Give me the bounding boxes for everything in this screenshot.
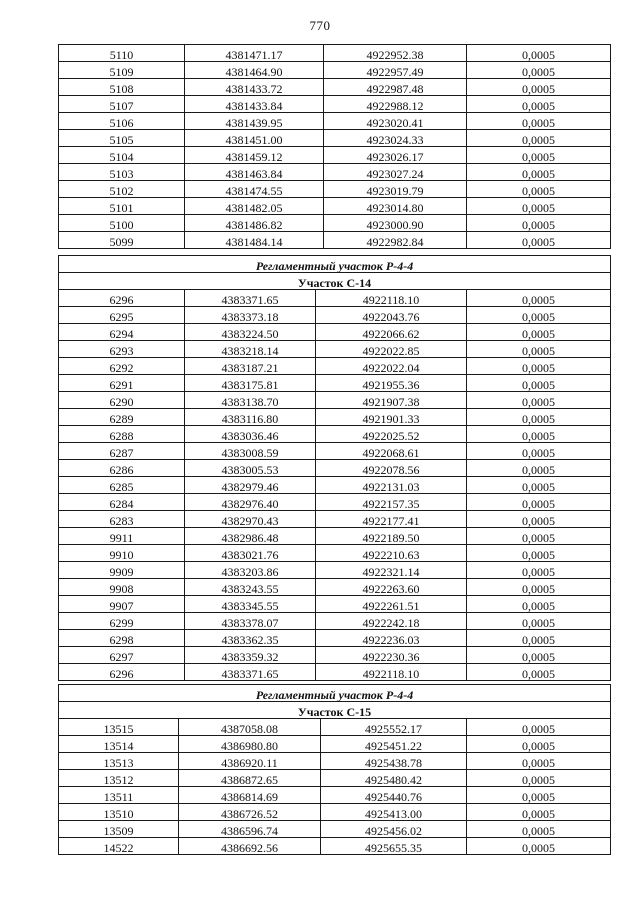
y-coordinate-cell: 4922957.49 <box>324 62 467 79</box>
point-number-cell: 6284 <box>59 494 185 511</box>
y-coordinate-cell: 4922263.60 <box>316 579 467 596</box>
plot-title: Участок С-15 <box>59 702 611 719</box>
y-coordinate-cell: 4923027.24 <box>324 164 467 181</box>
x-coordinate-cell: 4382979.46 <box>185 477 316 494</box>
point-number-cell: 6298 <box>59 630 185 647</box>
y-coordinate-cell: 4925480.42 <box>321 770 467 787</box>
table-row <box>59 409 611 426</box>
point-number-cell: 5104 <box>59 147 185 164</box>
table-row <box>59 494 611 511</box>
table-row <box>59 181 611 198</box>
table-row <box>59 630 611 647</box>
table-row <box>59 804 611 821</box>
y-coordinate-cell: 4922987.48 <box>324 79 467 96</box>
x-coordinate-cell: 4383138.70 <box>185 392 316 409</box>
x-coordinate-cell: 4381482.05 <box>185 198 324 215</box>
x-coordinate-cell: 4383175.81 <box>185 375 316 392</box>
y-coordinate-cell: 4922261.51 <box>316 596 467 613</box>
point-number-cell: 6283 <box>59 511 185 528</box>
x-coordinate-cell: 4382976.40 <box>185 494 316 511</box>
table-row <box>59 147 611 164</box>
coordinates-table-2 <box>58 255 611 681</box>
point-number-cell: 6296 <box>59 290 185 307</box>
x-coordinate-cell: 4383224.50 <box>185 324 316 341</box>
error-cell: 0,0005 <box>467 613 611 630</box>
point-number-cell: 13513 <box>59 753 179 770</box>
point-number-cell: 9909 <box>59 562 185 579</box>
y-coordinate-cell: 4922118.10 <box>316 664 467 681</box>
error-cell: 0,0005 <box>467 147 611 164</box>
y-coordinate-cell: 4922025.52 <box>316 426 467 443</box>
y-coordinate-cell: 4925440.76 <box>321 787 467 804</box>
error-cell: 0,0005 <box>467 426 611 443</box>
y-coordinate-cell: 4922043.76 <box>316 307 467 324</box>
y-coordinate-cell: 4922118.10 <box>316 290 467 307</box>
y-coordinate-cell: 4922982.84 <box>324 232 467 249</box>
x-coordinate-cell: 4382970.43 <box>185 511 316 528</box>
table-row <box>59 770 611 787</box>
table-row <box>59 96 611 113</box>
x-coordinate-cell: 4386726.52 <box>179 804 321 821</box>
point-number-cell: 13509 <box>59 821 179 838</box>
x-coordinate-cell: 4386980.80 <box>179 736 321 753</box>
point-number-cell: 6290 <box>59 392 185 409</box>
coordinates-table-3 <box>58 684 611 855</box>
y-coordinate-cell: 4922210.63 <box>316 545 467 562</box>
y-coordinate-cell: 4922952.38 <box>324 45 467 62</box>
table-row <box>59 392 611 409</box>
point-number-cell: 5099 <box>59 232 185 249</box>
table-row <box>59 460 611 477</box>
x-coordinate-cell: 4387058.08 <box>179 719 321 736</box>
coordinates-table-1 <box>58 44 611 249</box>
point-number-cell: 9910 <box>59 545 185 562</box>
section-title: Регламентный участок Р-4-4 <box>59 256 611 273</box>
y-coordinate-cell: 4925552.17 <box>321 719 467 736</box>
point-number-cell: 5107 <box>59 96 185 113</box>
point-number-cell: 5103 <box>59 164 185 181</box>
point-number-cell: 5101 <box>59 198 185 215</box>
table-row <box>59 596 611 613</box>
table-row <box>59 341 611 358</box>
table-row <box>59 613 611 630</box>
point-number-cell: 5108 <box>59 79 185 96</box>
x-coordinate-cell: 4383008.59 <box>185 443 316 460</box>
error-cell: 0,0005 <box>467 460 611 477</box>
table-body-3 <box>59 719 611 855</box>
table-row <box>59 821 611 838</box>
error-cell: 0,0005 <box>467 341 611 358</box>
table-row <box>59 426 611 443</box>
point-number-cell: 6289 <box>59 409 185 426</box>
table-row <box>59 753 611 770</box>
y-coordinate-cell: 4923000.90 <box>324 215 467 232</box>
y-coordinate-cell: 4921901.33 <box>316 409 467 426</box>
x-coordinate-cell: 4381463.84 <box>185 164 324 181</box>
point-number-cell: 6296 <box>59 664 185 681</box>
x-coordinate-cell: 4383021.76 <box>185 545 316 562</box>
x-coordinate-cell: 4381464.90 <box>185 62 324 79</box>
table-row <box>59 79 611 96</box>
point-number-cell: 5106 <box>59 113 185 130</box>
plot-title-row <box>59 702 611 719</box>
x-coordinate-cell: 4383243.55 <box>185 579 316 596</box>
point-number-cell: 13514 <box>59 736 179 753</box>
error-cell: 0,0005 <box>467 477 611 494</box>
x-coordinate-cell: 4381474.55 <box>185 181 324 198</box>
x-coordinate-cell: 4381433.72 <box>185 79 324 96</box>
point-number-cell: 6286 <box>59 460 185 477</box>
section-title: Регламентный участок Р-4-4 <box>59 685 611 702</box>
table-row <box>59 45 611 62</box>
point-number-cell: 6297 <box>59 647 185 664</box>
point-number-cell: 6292 <box>59 358 185 375</box>
y-coordinate-cell: 4921955.36 <box>316 375 467 392</box>
table-row <box>59 62 611 79</box>
table-row <box>59 579 611 596</box>
y-coordinate-cell: 4925655.35 <box>321 838 467 855</box>
error-cell: 0,0005 <box>467 787 611 804</box>
error-cell: 0,0005 <box>467 375 611 392</box>
y-coordinate-cell: 4922078.56 <box>316 460 467 477</box>
point-number-cell: 14522 <box>59 838 179 855</box>
error-cell: 0,0005 <box>467 62 611 79</box>
y-coordinate-cell: 4922022.85 <box>316 341 467 358</box>
error-cell: 0,0005 <box>467 736 611 753</box>
y-coordinate-cell: 4923014.80 <box>324 198 467 215</box>
table-body-1 <box>59 45 611 249</box>
error-cell: 0,0005 <box>467 804 611 821</box>
error-cell: 0,0005 <box>467 307 611 324</box>
y-coordinate-cell: 4922068.61 <box>316 443 467 460</box>
x-coordinate-cell: 4383373.18 <box>185 307 316 324</box>
x-coordinate-cell: 4386872.65 <box>179 770 321 787</box>
error-cell: 0,0005 <box>467 45 611 62</box>
point-number-cell: 9911 <box>59 528 185 545</box>
table-row <box>59 664 611 681</box>
point-number-cell: 5109 <box>59 62 185 79</box>
section-title-row <box>59 685 611 702</box>
error-cell: 0,0005 <box>467 443 611 460</box>
y-coordinate-cell: 4922230.36 <box>316 647 467 664</box>
error-cell: 0,0005 <box>467 647 611 664</box>
y-coordinate-cell: 4923026.17 <box>324 147 467 164</box>
y-coordinate-cell: 4923019.79 <box>324 181 467 198</box>
y-coordinate-cell: 4922157.35 <box>316 494 467 511</box>
table-row <box>59 477 611 494</box>
error-cell: 0,0005 <box>467 753 611 770</box>
error-cell: 0,0005 <box>467 528 611 545</box>
table-row <box>59 113 611 130</box>
table-row <box>59 198 611 215</box>
y-coordinate-cell: 4922242.18 <box>316 613 467 630</box>
x-coordinate-cell: 4382986.48 <box>185 528 316 545</box>
x-coordinate-cell: 4381433.84 <box>185 96 324 113</box>
x-coordinate-cell: 4386596.74 <box>179 821 321 838</box>
point-number-cell: 5102 <box>59 181 185 198</box>
y-coordinate-cell: 4925413.00 <box>321 804 467 821</box>
error-cell: 0,0005 <box>467 511 611 528</box>
point-number-cell: 13515 <box>59 719 179 736</box>
error-cell: 0,0005 <box>467 562 611 579</box>
y-coordinate-cell: 4922189.50 <box>316 528 467 545</box>
point-number-cell: 6299 <box>59 613 185 630</box>
point-number-cell: 6294 <box>59 324 185 341</box>
error-cell: 0,0005 <box>467 290 611 307</box>
x-coordinate-cell: 4383036.46 <box>185 426 316 443</box>
y-coordinate-cell: 4925438.78 <box>321 753 467 770</box>
x-coordinate-cell: 4386920.11 <box>179 753 321 770</box>
table-row <box>59 358 611 375</box>
section-title-row <box>59 256 611 273</box>
point-number-cell: 6285 <box>59 477 185 494</box>
error-cell: 0,0005 <box>467 324 611 341</box>
error-cell: 0,0005 <box>467 545 611 562</box>
table-row <box>59 528 611 545</box>
error-cell: 0,0005 <box>467 164 611 181</box>
x-coordinate-cell: 4381451.00 <box>185 130 324 147</box>
table-row <box>59 736 611 753</box>
y-coordinate-cell: 4922066.62 <box>316 324 467 341</box>
table-row <box>59 647 611 664</box>
x-coordinate-cell: 4383345.55 <box>185 596 316 613</box>
error-cell: 0,0005 <box>467 579 611 596</box>
x-coordinate-cell: 4386814.69 <box>179 787 321 804</box>
x-coordinate-cell: 4383371.65 <box>185 290 316 307</box>
y-coordinate-cell: 4922022.04 <box>316 358 467 375</box>
point-number-cell: 5110 <box>59 45 185 62</box>
point-number-cell: 13512 <box>59 770 179 787</box>
x-coordinate-cell: 4383187.21 <box>185 358 316 375</box>
table-row <box>59 130 611 147</box>
x-coordinate-cell: 4383362.35 <box>185 630 316 647</box>
table-row <box>59 562 611 579</box>
error-cell: 0,0005 <box>467 130 611 147</box>
y-coordinate-cell: 4921907.38 <box>316 392 467 409</box>
x-coordinate-cell: 4381459.12 <box>185 147 324 164</box>
error-cell: 0,0005 <box>467 232 611 249</box>
table-row <box>59 290 611 307</box>
point-number-cell: 6293 <box>59 341 185 358</box>
plot-title-row <box>59 273 611 290</box>
table-row <box>59 215 611 232</box>
error-cell: 0,0005 <box>467 113 611 130</box>
error-cell: 0,0005 <box>467 596 611 613</box>
error-cell: 0,0005 <box>467 630 611 647</box>
table-row <box>59 232 611 249</box>
point-number-cell: 5100 <box>59 215 185 232</box>
point-number-cell: 9908 <box>59 579 185 596</box>
table-row <box>59 164 611 181</box>
point-number-cell: 5105 <box>59 130 185 147</box>
error-cell: 0,0005 <box>467 392 611 409</box>
table-row <box>59 307 611 324</box>
y-coordinate-cell: 4923024.33 <box>324 130 467 147</box>
x-coordinate-cell: 4383218.14 <box>185 341 316 358</box>
table-row <box>59 719 611 736</box>
error-cell: 0,0005 <box>467 96 611 113</box>
x-coordinate-cell: 4381484.14 <box>185 232 324 249</box>
y-coordinate-cell: 4922131.03 <box>316 477 467 494</box>
x-coordinate-cell: 4383371.65 <box>185 664 316 681</box>
point-number-cell: 9907 <box>59 596 185 613</box>
page-number: 770 <box>309 18 331 33</box>
point-number-cell: 6287 <box>59 443 185 460</box>
table-row <box>59 443 611 460</box>
y-coordinate-cell: 4922177.41 <box>316 511 467 528</box>
error-cell: 0,0005 <box>467 838 611 855</box>
y-coordinate-cell: 4922988.12 <box>324 96 467 113</box>
x-coordinate-cell: 4381486.82 <box>185 215 324 232</box>
table-row <box>59 324 611 341</box>
error-cell: 0,0005 <box>467 719 611 736</box>
x-coordinate-cell: 4383116.80 <box>185 409 316 426</box>
x-coordinate-cell: 4383203.86 <box>185 562 316 579</box>
error-cell: 0,0005 <box>467 821 611 838</box>
x-coordinate-cell: 4386692.56 <box>179 838 321 855</box>
error-cell: 0,0005 <box>467 358 611 375</box>
point-number-cell: 6288 <box>59 426 185 443</box>
x-coordinate-cell: 4381439.95 <box>185 113 324 130</box>
error-cell: 0,0005 <box>467 181 611 198</box>
point-number-cell: 6291 <box>59 375 185 392</box>
x-coordinate-cell: 4383005.53 <box>185 460 316 477</box>
point-number-cell: 13510 <box>59 804 179 821</box>
y-coordinate-cell: 4925456.02 <box>321 821 467 838</box>
error-cell: 0,0005 <box>467 215 611 232</box>
table-body-2 <box>59 290 611 681</box>
y-coordinate-cell: 4925451.22 <box>321 736 467 753</box>
error-cell: 0,0005 <box>467 770 611 787</box>
table-row <box>59 375 611 392</box>
point-number-cell: 6295 <box>59 307 185 324</box>
error-cell: 0,0005 <box>467 664 611 681</box>
y-coordinate-cell: 4923020.41 <box>324 113 467 130</box>
error-cell: 0,0005 <box>467 494 611 511</box>
error-cell: 0,0005 <box>467 198 611 215</box>
plot-title: Участок С-14 <box>59 273 611 290</box>
table-row <box>59 838 611 855</box>
x-coordinate-cell: 4381471.17 <box>185 45 324 62</box>
table-row <box>59 511 611 528</box>
table-row <box>59 545 611 562</box>
y-coordinate-cell: 4922321.14 <box>316 562 467 579</box>
y-coordinate-cell: 4922236.03 <box>316 630 467 647</box>
point-number-cell: 13511 <box>59 787 179 804</box>
table-row <box>59 787 611 804</box>
x-coordinate-cell: 4383378.07 <box>185 613 316 630</box>
error-cell: 0,0005 <box>467 409 611 426</box>
x-coordinate-cell: 4383359.32 <box>185 647 316 664</box>
error-cell: 0,0005 <box>467 79 611 96</box>
